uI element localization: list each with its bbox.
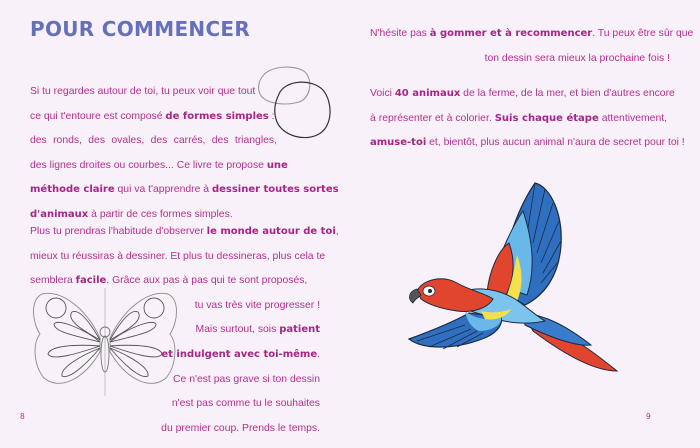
parrot-illustration-icon [395,175,635,375]
intro-paragraph: Si tu regardes autour de toi, tu peux voir que tout ce qui t'entoure est composé de formes simples : des ronds, des ovales, des carrés, des triangles, des lignes droites ou courbes... Ce livre te propose une méthode claire qui va t'apprendre à dessiner toutes sortes d'animaux à partir de ces formes simples. [30,86,339,220]
retry-paragraph: N'hésite pas à gommer et à recommencer. Tu peux être sûr que ton dessin sera mieux la prochaine fois ! [370,28,694,64]
page-number-right: 9 [646,412,651,421]
observation-paragraph: Plus tu prendras l'habitude d'observer le monde autour de toi, mieux tu réussiras à dessiner. Et plus tu dessineras, plus cela te semblera facile. Grâce aux pas à pas qui te sont proposés, tu vas très vite progresser ! Mais surtout, sois patient et indulgent avec toi-même. Ce n'est pas grave si ton dessin n'est pas comme tu le souhaites du premier coup. Prends le temps. [30,226,339,434]
animals-paragraph: Voici 40 animaux de la ferme, de la mer, et bien d'autres encore à représenter et à colorier. Suis chaque étape attentivement, amuse-toi et, bientôt, plus aucun animal n'aura de secret pour toi ! [370,88,685,149]
page-title: POUR COMMENCER [30,17,251,41]
butterfly-sketch-icon [30,286,180,398]
right-page [350,0,700,448]
page-number-left: 8 [20,412,25,421]
